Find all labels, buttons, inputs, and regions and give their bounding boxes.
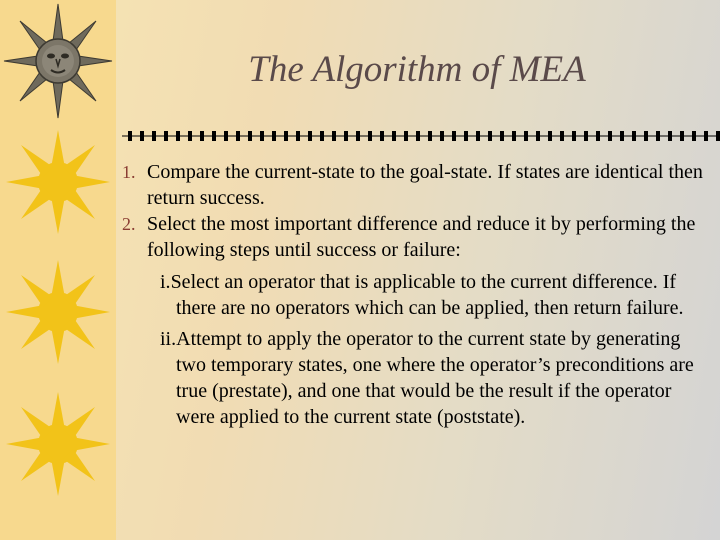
item-number: 2.	[122, 214, 136, 234]
decorative-sidebar	[0, 0, 116, 540]
title-underline	[122, 128, 720, 144]
item-text: Select the most important difference and reduce it by performing the following steps until success or failure:	[147, 213, 696, 261]
slide-body	[122, 159, 712, 430]
slide-title: The Algorithm of MEA	[248, 49, 586, 90]
item-number: 1.	[122, 162, 136, 182]
sun-icon	[4, 390, 112, 498]
sub-list-item	[160, 269, 712, 321]
sub-item-text: Attempt to apply the operator to the current state by generating two temporary states, one where the operator’s preconditions are true (prestate), and one that would be the result if the operator were applied to the current state (poststate).	[176, 328, 694, 428]
item-text: Compare the current-state to the goal-state. If states are identical then return success.	[147, 161, 703, 209]
sun-icon	[4, 258, 112, 366]
sub-item-number: i.	[160, 271, 171, 293]
sun-face-icon	[2, 2, 114, 120]
list-item	[122, 211, 712, 263]
sub-item-text: Select an operator that is applicable to the current difference. If there are no operators which can be applied, then return failure.	[170, 271, 684, 319]
sun-icon	[4, 128, 112, 236]
sub-list-item	[160, 326, 712, 430]
list-item	[122, 159, 712, 211]
sub-item-number: ii.	[160, 328, 177, 350]
